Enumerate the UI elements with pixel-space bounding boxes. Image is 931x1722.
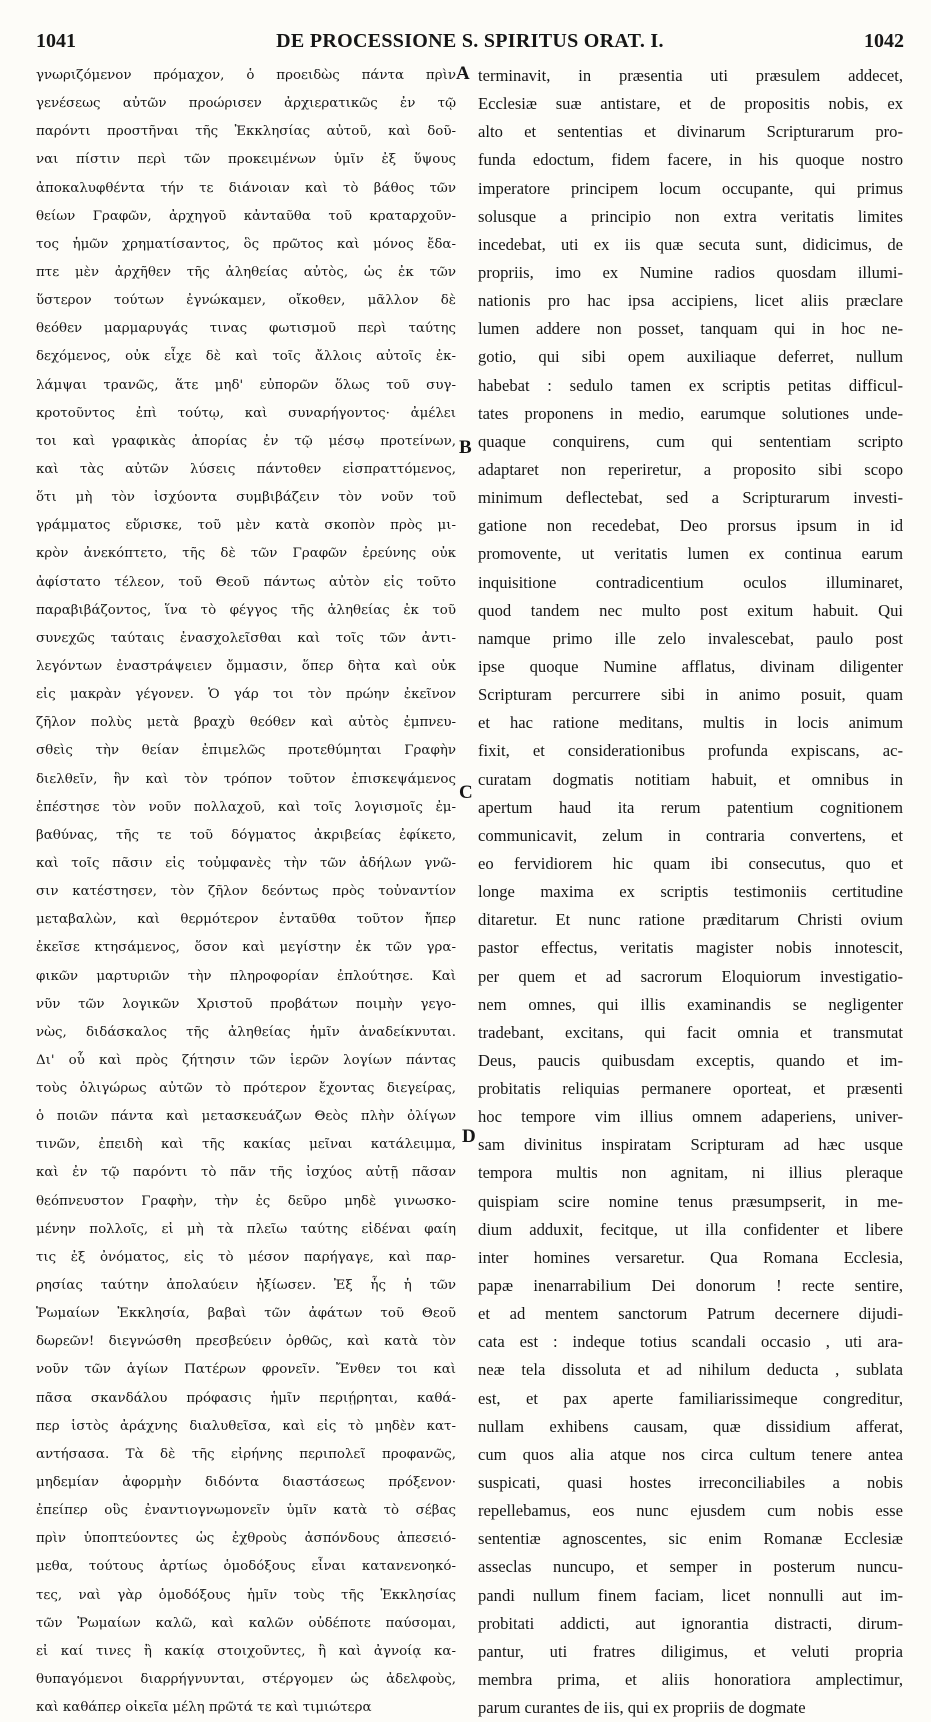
latin-text-line: namque primo ille zelo invalescebat, paulo post (478, 628, 903, 648)
greek-text-line: ρησίας ταύτην ἀπολαύειν ἠξίωσεν. Ἐξ ἧς ἡ τῶν (36, 1278, 456, 1294)
greek-text-line: θεόθεν μαρμαρυγάς τινας φωτισμοῦ περὶ ταύτης (36, 321, 456, 337)
section-marker-d: D (462, 1126, 476, 1147)
latin-text-line: papæ inenarrabilium Dei donorum ! recte sentire, (478, 1276, 903, 1296)
latin-text-line: membra prima, et aliis honoratiora amplectimur, (478, 1670, 903, 1690)
latin-text-line: adaptaret non reperiretur, a proposito sibi scopo (478, 459, 903, 479)
greek-text-line: ἐκεῖσε κτησάμενος, ὅσον καὶ μεγίστην ἐκ τῶν γρα- (36, 940, 456, 956)
greek-text-line: ναι πίστιν περὶ τῶν προκειμένων ὑμῖν ἐξ ὕψους (36, 152, 456, 168)
greek-text-line: νὼς, διδάσκαλος τῆς ἀληθείας ἡμῖν ἀναδείκνυται. (36, 1024, 456, 1040)
greek-text-line: περ ἱστὸς ἀράχνης διαλυθεῖσα, καὶ εἰς τὸ μηδὲν κατ- (36, 1418, 456, 1434)
greek-text-line: Δι' οὗ καὶ πρὸς ζήτησιν τῶν ἱερῶν λογίων πάντας (36, 1052, 456, 1068)
greek-text-line: ἐπέστησε τὸν νοῦν πολλαχοῦ, καὶ τοῖς λογισμοῖς ἐμ- (36, 799, 456, 815)
greek-text-line: μεθα, τούτους ἀρτίως ὁμοδόξους εἶναι κατανενοηκό- (36, 1559, 456, 1575)
greek-text-line: τῶν Ῥωμαίων καλῶ, καὶ καλῶν οὐδέποτε παύσομαι, (36, 1615, 456, 1631)
greek-text-line: καὶ καθάπερ οἰκεῖα μέλη πρῶτά τε καὶ τιμιώτερα (36, 1700, 372, 1716)
greek-text-line: θυπαγόμενοι διαρρήγνυνται, στέργομεν ὡς ἀδελφοὺς, (36, 1672, 456, 1688)
latin-text-line: nationis pro hac ipsa accipiens, licet aliis præclare (478, 291, 903, 311)
latin-text-line: quod tandem nec multo post exitum habuit. Qui (478, 600, 903, 620)
greek-text-line: παρόντι προστῆναι τῆς Ἐκκλησίας αὐτοῦ, καὶ δοῦ- (36, 124, 456, 140)
latin-text-line: probitatis reliquias permanere oporteat, et præsenti (478, 1079, 903, 1099)
latin-text-line: sam divinitus inspiratam Scripturam ad hæc usque (478, 1135, 903, 1155)
greek-text-line: δεχόμενος, οὐκ εἶχε δὲ καὶ τοῖς ἄλλοις αὐτοῖς ἐκ- (36, 349, 456, 365)
greek-text-line: καὶ τοῖς πᾶσιν εἰς τοὐμφανὲς τὴν τῶν ἀδήλων γνῶ- (36, 855, 456, 871)
latin-text-line: pastor effectus, veritatis magister nobis innotescit, (478, 938, 903, 958)
latin-text-line: tradebant, excitans, qui facit omnia et transmutat (478, 1022, 903, 1042)
greek-text-line: γνωριζόμενον πρόμαχον, ὁ προειδὼς πάντα πρὶν (36, 68, 456, 83)
latin-text-line: asseclas nuncupo, et semper in posterum nuncu- (478, 1557, 903, 1577)
greek-text-line: τινῶν, ἐπειδὴ καὶ τῆς κακίας μεῖναι κατάλειμμα, (36, 1137, 456, 1153)
latin-text-line: communicavit, zelum in contraria convertens, et (478, 825, 903, 845)
latin-text-line: probitati addicti, aut ignorantia distracti, dirum- (478, 1613, 903, 1633)
greek-text-line: μένην πολλοῖς, εἰ μὴ τὰ πλεῖω ταύτης εἰδέναι φαίη (36, 1221, 456, 1237)
latin-text-line: pantur, uti fratres diligimus, et veluti propria (478, 1641, 903, 1661)
latin-text-line: minimum deflectebat, sed a Scripturarum investi- (478, 488, 903, 508)
latin-text-line: inter homines versaretur. Qua Romana Ecclesia, (478, 1247, 903, 1267)
greek-text-line: τοι καὶ γραφικὰς ἀπορίας ἐν τῷ μέσῳ προτείνων, (36, 433, 456, 449)
latin-text-line: habebat : sedulo tamen ex scriptis petitas difficul- (478, 375, 903, 395)
latin-text-line: Scripturam percurrere sibi in animo posuit, quam (478, 685, 903, 705)
latin-text-line: nem omnes, qui illis examinandis se negligenter (478, 994, 903, 1014)
greek-text-line: ἀφίστατο τέλεον, τοῦ Θεοῦ πάντως αὐτὸν εἰς τοῦτο (36, 574, 456, 590)
latin-text-line: ditaretur. Et nunc ratione præditarum Christi ovium (478, 910, 903, 930)
section-marker-c: C (459, 782, 473, 803)
latin-text-line: eo fervidiorem hic quam ibi consecutus, quo et (478, 853, 903, 873)
greek-text-line: κρὸν ἀνεκόπτετο, τῆς δὲ τῶν Γραφῶν ἐρεύνης οὐκ (36, 546, 456, 562)
running-header (36, 30, 904, 58)
latin-text-line: propriis, imo ex Numine radios quosdam illumi- (478, 262, 903, 282)
latin-text-line: quispiam scire nomine tenus præsumpserit, in me- (478, 1191, 903, 1211)
greek-text-line: σθεὶς τὴν θείαν ἐπιμελῶς προτεθύμηται Γραφὴν (36, 743, 456, 759)
greek-text-line: μηδεμίαν ἀφορμὴν διδόντα διαστάσεως πρόξενον· (36, 1475, 456, 1491)
greek-text-line: κροτοῦντος ἐπὶ τούτῳ, καὶ συναρήγοντος· ἀμέλει (36, 405, 456, 421)
greek-text-line: θεόπνευστον Γραφὴν, τὴν ἐς δεῦρο μηδὲ γινωσκο- (36, 1193, 456, 1209)
greek-text-line: εἰς μακρὰν γέγονεν. Ὁ γάρ τοι τὸν πρώην ἐκεῖνον (36, 687, 456, 703)
greek-text-line: ἀποκαλυφθέντα τήν τε διάνοιαν καὶ τὸ βάθος τῶν (36, 180, 456, 196)
greek-text-line: ἐπείπερ οὓς ἐναντιογνωμονεῖν ὑμῖν κατὰ τὸ σέβας (36, 1503, 456, 1519)
greek-text-line: τις ἐξ ὀνόματος, εἰς τὸ μέσον παρήγαγε, καὶ παρ- (36, 1249, 456, 1265)
latin-text-line: lumen addere non posset, tanquam qui in hoc ne- (478, 319, 903, 339)
latin-text-line: cata est : indeque totius scandali occasio , uti ara- (478, 1332, 903, 1352)
greek-text-line: συνεχῶς ταύταις ἐνασχολεῖσθαι καὶ τοῖς τῶν ἀντι- (36, 630, 456, 646)
greek-text-line: παραβιβάζοντος, ἵνα τὸ φέγγος τῆς ἀληθείας ἐκ τοῦ (36, 602, 456, 618)
latin-text-line: terminavit, in præsentia uti præsulem addecet, (478, 66, 903, 85)
latin-text-line: sententiæ agnoscentes, sic enim Romanæ Ecclesiæ (478, 1529, 903, 1549)
greek-text-line: δωρεῶν! διεγνώσθη πρεσβεύειν ὀρθῶς, καὶ κατὰ τὸν (36, 1334, 456, 1350)
latin-text-line: tempora multis non agnitam, ni illius pleraque (478, 1163, 903, 1183)
left-page-number: 1041 (36, 30, 76, 52)
latin-text-line: solusque a principio non extra veritatis limites (478, 206, 903, 226)
greek-text-line: Ῥωμαίων Ἐκκλησία, βαβαὶ τῶν ἀφάτων τοῦ Θεοῦ (36, 1306, 456, 1322)
latin-text-line: repellebamus, eos nunc ejusdem cum nobis esse (478, 1501, 903, 1521)
latin-column (478, 62, 903, 1718)
latin-text-line: nullam exhibens causam, quæ dissidium afferat, (478, 1416, 903, 1436)
greek-text-line: αντήσασα. Τὰ δὲ τῆς εἰρήνης περιπολεῖ προφανῶς, (36, 1446, 456, 1462)
greek-text-line: πτε μὲν ἀρχῆθεν τῆς ἀληθείας αὐτὸς, ὡς ἐκ τῶν (36, 264, 456, 280)
greek-text-line: τοὺς ὀλιγώρως αὐτῶν τὸ πρότερον ἔχοντας διεγείρας, (36, 1081, 456, 1097)
greek-text-line: θείων Γραφῶν, ἀρχηγοῦ κἀνταῦθα τοῦ κραταρχοῦν- (36, 208, 456, 224)
right-page-number: 1042 (864, 30, 904, 52)
latin-text-line: et hac ratione meditans, multis in locis animum (478, 713, 903, 733)
greek-text-line: γράμματος εὕρισκε, τοῦ μὲν κατὰ σκοπὸν πρὸς μι- (36, 518, 456, 534)
latin-text-line: imperatore principem locum occupante, qui primus (478, 178, 903, 198)
greek-text-line: μεταβαλὼν, καὶ θερμότερον ἐνταῦθα τοῦτον ἤπερ (36, 912, 456, 928)
latin-text-line: parum curantes de iis, qui ex propriis de dogmate (478, 1698, 806, 1718)
latin-text-line: et ad mentem sanctorum Patrum decernere dijudi- (478, 1304, 903, 1324)
greek-text-line: λάμψαι τρανῶς, ἅτε μηδ' εὐπορῶν ὅλως τοῦ συγ- (36, 377, 456, 393)
greek-text-line: πρὶν ὑποπτεύοντες ὡς ἐχθροὺς ἀσπόνδους ἀπεσειό- (36, 1531, 456, 1547)
latin-text-line: Ecclesiæ suæ antistare, et de propositis nobis, ex (478, 94, 903, 114)
greek-text-line: πᾶσα σκανδάλου πρόφασις ἡμῖν περιῄρηται, καθά- (36, 1390, 456, 1406)
latin-text-line: inquisitione contradicentium oculos illuminaret, (478, 572, 903, 592)
greek-text-line: ὅτι μὴ τὸν ἰσχύοντα συμβιβάζειν τὸν νοῦν τοῦ (36, 490, 456, 506)
greek-text-line: ὕστερον τούτων ἐγνώκαμεν, οἴκοθεν, μᾶλλον δὲ (36, 293, 456, 309)
greek-text-line: σιν κατέστησεν, τὸν ζῆλον δεόντως πρὸς τοὐναντίον (36, 884, 456, 900)
latin-text-line: gotio, qui sibi opem auxiliaque deferret, nullum (478, 347, 903, 367)
greek-text-line: βαθύνας, τῆς τε τοῦ δόγματος ἀκριβείας ἐφίκετο, (36, 827, 456, 843)
latin-text-line: curatam dogmatis notitiam habuit, et omnibus in (478, 769, 903, 789)
greek-text-line: φικῶν μαρτυριῶν τὴν πληροφορίαν ἐπλούτησε. Καὶ (36, 968, 456, 984)
latin-text-line: per quem et ad sacrorum Eloquiorum investigatio- (478, 966, 903, 986)
latin-text-line: dium adduxit, fecitque, ut illa confidenter et libere (478, 1219, 903, 1239)
greek-text-line: λεγόντων ἐναστράψειεν ὄμμασιν, ὅπερ δὴτα καὶ οὐκ (36, 658, 456, 674)
greek-text-line: τος ἡμῶν χρηματίσαντος, ὃς πρῶτος καὶ μόνος ἔδα- (36, 236, 456, 252)
latin-text-line: fixit, et considerationibus profunda expiscans, ac- (478, 741, 903, 761)
latin-text-line: neæ tela dissoluta et ad nihilum deducta , sublata (478, 1360, 903, 1380)
greek-text-line: ζῆλον πολὺς μετὰ βραχὺ θεόθεν καὶ αὐτὸς ἐμπνευ- (36, 715, 456, 731)
greek-text-line: καὶ ἐν τῷ παρόντι τὸ πᾶν τῆς ἰσχύος αὐτῇ πᾶσαν (36, 1165, 456, 1181)
latin-text-line: ipse quoque Numine afflatus, divinam diligenter (478, 656, 903, 676)
latin-text-line: tates proponens in medio, earumque solutiones unde- (478, 403, 903, 423)
latin-text-line: est, et pax aperte familiarissimeque congreditur, (478, 1388, 903, 1408)
greek-text-line: γενέσεως αὐτῶν προώρισεν ἀρχιερατικῶς ἐν τῷ (36, 96, 456, 112)
latin-text-line: alto et sententias et divinarum Scripturarum pro- (478, 122, 903, 142)
greek-text-line: εἰ καί τινες ἢ κακίᾳ στοιχοῦντες, ἢ καὶ ἀγνοίᾳ κα- (36, 1643, 456, 1659)
greek-text-line: καὶ τὰς αὐτῶν λύσεις πάντοθεν εἰσπραττόμενος, (36, 461, 456, 477)
latin-text-line: quaque conquirens, cum qui sententiam scripto (478, 431, 903, 451)
greek-column (36, 62, 456, 1716)
greek-text-line: ὁ ποιῶν πάντα καὶ μετασκευάζων Θεὸς πλὴν ὀλίγων (36, 1109, 456, 1125)
latin-text-line: incedebat, uti ex iis quæ secuta sunt, didicimus, de (478, 234, 903, 254)
greek-text-line: διελθεῖν, ἣν καὶ τὸν τρόπον τοῦτον ἐπισκεψάμενος (36, 771, 456, 787)
latin-text-line: gatione non recedebat, Deo prorsus ipsum in id (478, 516, 903, 536)
greek-text-line: νῦν τῶν λογικῶν Χριστοῦ προβάτων ποιμὴν γεγο- (36, 996, 456, 1012)
latin-text-line: hoc tempore vim illius omnem adaperiens, univer- (478, 1107, 903, 1127)
latin-text-line: promovente, ut veritatis lumen ex continua earum (478, 544, 903, 564)
latin-text-line: Deus, paucis quibusdam exceptis, quando et im- (478, 1050, 903, 1070)
latin-text-line: apertum haud ita rerum patentium cognitionem (478, 797, 903, 817)
greek-text-line: τες, ναὶ γὰρ ὁμοδόξους ἡμῖν τοὺς τῆς Ἐκκλησίας (36, 1587, 456, 1603)
greek-text-line: νοῦν τῶν ἁγίων Πατέρων φρονεῖν. Ἔνθεν τοι καὶ (36, 1362, 456, 1378)
latin-text-line: longe maxima ex scriptis testimoniis certitudine (478, 882, 903, 902)
section-marker-a: A (456, 63, 470, 84)
running-title: DE PROCESSIONE S. SPIRITUS ORAT. I. (276, 30, 664, 52)
latin-text-line: funda edoctum, fidem facere, in his quoque nostro (478, 150, 903, 170)
latin-text-line: cum quos alia atque nos circa cultum tenere antea (478, 1444, 903, 1464)
latin-text-line: suspicati, quasi hostes irreconciliabiles a nobis (478, 1473, 903, 1493)
section-marker-b: B (459, 437, 472, 458)
latin-text-line: pandi nullum finem faciam, licet nonnulli aut im- (478, 1585, 903, 1605)
